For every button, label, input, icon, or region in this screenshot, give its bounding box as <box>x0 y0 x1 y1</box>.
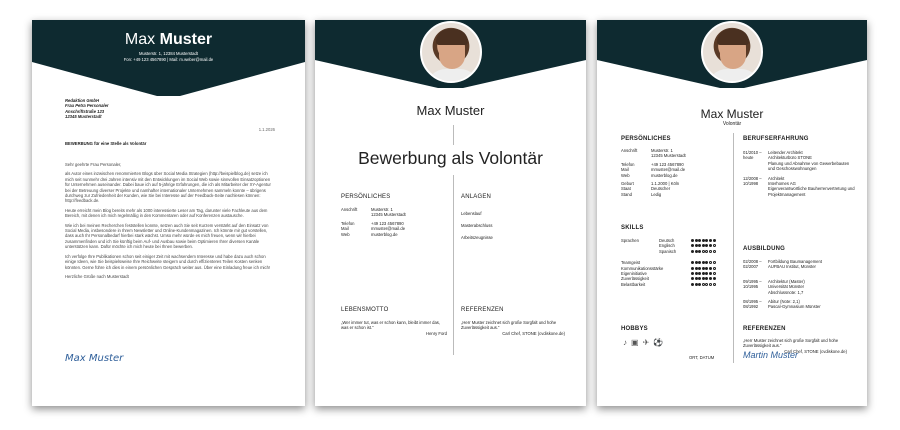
skills-heading: SKILLS <box>621 225 644 231</box>
cover-title: Bewerbung als Volontär <box>358 148 543 168</box>
divider <box>733 133 734 363</box>
skill-dot <box>695 283 698 286</box>
skill-dot <box>709 239 712 242</box>
skill-dot <box>709 261 712 264</box>
skill-dot <box>702 250 705 253</box>
applicant-name: Max Muster <box>416 103 485 118</box>
signature: Martin Muster <box>743 350 799 360</box>
skill-dot <box>691 283 694 286</box>
place-date: ORT, DATUM <box>689 355 715 360</box>
skill-dot <box>695 244 698 247</box>
recipient-block: Redaktion GmbH Frau Petra Personaler Anschriftstraße 123 12345 Musterstadt <box>65 98 109 120</box>
skill-dot <box>698 277 701 280</box>
references-heading: REFERENZEN <box>743 326 786 332</box>
skill-dot <box>713 239 716 242</box>
camera-icon: ▣ <box>631 338 639 347</box>
skill-rating <box>691 282 716 287</box>
skill-dot <box>709 272 712 275</box>
signature: Max Muster <box>65 353 124 364</box>
skill-dot <box>691 244 694 247</box>
experience-list: 01/2010 – heute Leitender Architekt Architekturbüro STONE Planung und Abnahme von Gewerbebauten und Geschosswohnungen 12/2008 – 10/1998 Architekt Interhomes AG Eigenverantwortliche Bauherrenvertretung und Projektmanagement <box>743 150 855 197</box>
education-heading: AUSBILDUNG <box>743 246 785 252</box>
skill-dot <box>705 272 708 275</box>
skill-dot <box>705 261 708 264</box>
skill-dot <box>709 277 712 280</box>
plane-icon: ✈ <box>642 338 650 347</box>
skill-dot <box>705 244 708 247</box>
skill-dot <box>713 277 716 280</box>
letter-date: 1.1.2026 <box>258 127 275 132</box>
skill-dot <box>713 261 716 264</box>
skill-dot <box>695 277 698 280</box>
attachments-list: Lebenslauf Masterabschluss Arbeitszeugnisse <box>461 211 493 240</box>
reference-quote: „Herr Muster zeichnet sich große Sorgfalt und hohe Zuverlässigkeit aus.“ <box>743 338 839 349</box>
football-icon: ⚽ <box>653 338 664 347</box>
skill-dot <box>713 267 716 270</box>
skill-dot <box>702 267 705 270</box>
cv-page[interactable] <box>597 20 867 406</box>
personal-details: Anschrift Musterstr. 1 12345 Musterstadt Telefon +49 123 4567890 Mail mmuster@mail.de Web musterblog.de Geburt 1.1.2000 | Köln Staat Deutscher Stand Ledig <box>621 148 686 197</box>
skill-dot <box>709 250 712 253</box>
skill-dot <box>702 239 705 242</box>
skill-dot <box>702 272 705 275</box>
personal-heading: PERSÖNLICHES <box>621 136 671 142</box>
skill-dot <box>713 272 716 275</box>
skill-dot <box>698 250 701 253</box>
reference-author: Carl Chef, STONE (cvdiskone.de) <box>784 349 847 354</box>
motto-heading: LEBENSMOTTO <box>341 307 389 313</box>
experience-heading: BERUFSERFAHRUNG <box>743 136 809 142</box>
attachments-heading: ANLAGEN <box>461 194 492 200</box>
subtitle: Volontär <box>722 121 742 127</box>
skill-dot <box>691 277 694 280</box>
skill-dot <box>691 250 694 253</box>
skill-dot <box>695 250 698 253</box>
personal-heading: PERSÖNLICHES <box>341 194 391 200</box>
personal-details: Anschrift Musterstr. 1 12345 Musterstadt Telefon +49 123 4567890 Mail mmuster@mail.de Web musterblog.de <box>341 207 406 237</box>
profile-photo <box>420 21 482 83</box>
skill-dot <box>691 239 694 242</box>
cover-letter-page[interactable] <box>32 20 305 406</box>
divider <box>453 175 454 355</box>
skill-dot <box>705 283 708 286</box>
skill-rating <box>691 249 716 254</box>
skill-dot <box>702 277 705 280</box>
skill-dot <box>691 272 694 275</box>
skill-dot <box>695 239 698 242</box>
skill-dot <box>695 272 698 275</box>
skills-list: Sprachen Deutsch Englisch Spanisch Teamgeist Kommunikationsstärke Eigeninitiative Zuverlässigkeit Belastbarkeit <box>621 238 721 287</box>
skill-dot <box>698 244 701 247</box>
motto-author: Henry Ford <box>426 331 447 336</box>
education-list: 02/2008 – 02/2007 Fortbildung Baumanagement AUFBAU Institut, Münster 09/1995 – 10/1995 Architektur (Master) Universität Münster Abschlussnote: 1,7 08/1995 – 08/1992 Abitur (Note: 2,1) Pascal-Gymnasium Münster <box>743 259 823 310</box>
applicant-name: Max Muster <box>700 107 764 121</box>
skill-dot <box>713 250 716 253</box>
subject-line: BEWERBUNG für eine Stelle als Volontär <box>65 141 147 146</box>
skill-dot <box>705 277 708 280</box>
skill-dot <box>698 267 701 270</box>
skill-dot <box>698 261 701 264</box>
skill-dot <box>698 283 701 286</box>
hobby-icons <box>623 338 663 347</box>
reference-quote: „Herr Muster zeichnet sich große Sorgfalt und hohe Zuverlässigkeit aus.“ <box>461 320 557 331</box>
letter-body: Sehr geehrte Frau Personaler, als Autor eines inzwischen renommierten Blogs über Social Media Strategien (http://beispielblog.de) setze ich mich seit nunmehr drei Jahren intensiv mit den Entwicklungen im Social Web sowie sinnvollen Einsatzoptionen für Unternehmen auseinander. Dabei baue ich auf 5-jährige Erfahrungen, die ich als Mitarbeiter der XY-Agentur bei der Betreuung diverser Projekte und namhafter internationaler Unternehmen sammeln konnte – übrigens durchweg zur Zufriedenheit der Kunden, wie Sie bei Interesse auf der Feedback-Seite nachlesen können: http://feedback.de. Heute erreicht mein Blog bereits mehr als 1000 interessierte Leser am Tag, darunter viele Fachleute aus dem Bereich, mit denen ich mich regelmäßig in den Kommentaren oder auf Konferenzen austausche. Wie ich bei meinen Recherchen feststellen konnte, setzen auch Sie seit Kurzem verstärkt auf den Einsatz von Social Media, insbesondere in Ihrem Newsletter und Online-Kundenmagazinen. Ich könnte mir gut vorstellen, dass auch Ihr Personalbedarf hierbei stark wächst. Umso mehr würde es mich freuen, wenn wir hierbei zusammenfinden und ich Sie künftig beim Auf- und Ausbau sowie beim Optimieren Ihrer diversen Kanäle unterstützen kann. Dafür möchte ich mich heute bei Ihnen bewerben. Ich verfolge Ihre Publikationen schon seit einiger Zeit mit wachsendem Interesse und habe dazu auch schon einige Ideen, wie Sie beispielsweise Ihre Reichweite steigern und durch effizienteres Teilen Kosten senken könnten. Gerne führe ich dies in einem persönlichen Gespräch weiter aus. Über eine Einladung freue ich mich! Herzliche Grüße nach Musterstadt <box>65 162 271 279</box>
applicant-name: Max Muster <box>124 31 213 48</box>
reference-author: Carl Chef, STONE (cvdiskone.de) <box>502 331 565 336</box>
skill-dot <box>702 283 705 286</box>
skill-dot <box>705 239 708 242</box>
skill-dot <box>691 267 694 270</box>
skill-dot <box>702 244 705 247</box>
profile-photo <box>701 21 763 83</box>
references-heading: REFERENZEN <box>461 307 504 313</box>
hobbies-heading: HOBBYS <box>621 326 648 332</box>
skill-dot <box>709 267 712 270</box>
skill-dot <box>698 272 701 275</box>
skill-dot <box>702 261 705 264</box>
skill-dot <box>705 267 708 270</box>
address-line: Musterstr. 1, 12384 Musterstadt <box>139 51 198 56</box>
skill-dot <box>691 261 694 264</box>
skill-dot <box>713 283 716 286</box>
contact-line: Fon: +49 123 4567890 | Mail: m.weber@mail.de <box>123 56 214 62</box>
skill-dot <box>709 283 712 286</box>
cover-sheet-page[interactable] <box>315 20 586 406</box>
skill-dot <box>705 250 708 253</box>
skill-dot <box>695 261 698 264</box>
guitar-icon: ♪ <box>623 338 627 347</box>
motto-quote: „Wer immer tut, was er schon kann, bleibt immer das, was er schon ist.“ <box>341 320 441 331</box>
skill-dot <box>709 244 712 247</box>
skill-dot <box>698 239 701 242</box>
divider <box>453 125 454 145</box>
skill-dot <box>713 244 716 247</box>
skill-dot <box>695 267 698 270</box>
